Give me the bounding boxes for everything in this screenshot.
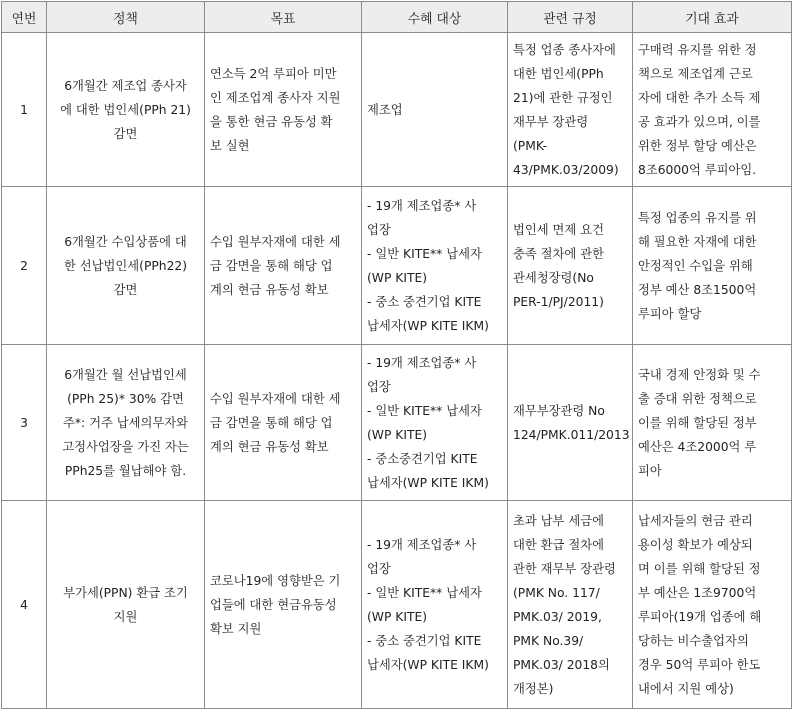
cell-effect	[633, 345, 792, 501]
cell-policy-line: 고정사업장을 가진 자는	[62, 439, 189, 454]
cell-goal-line: 계의 현금 유동성 확보	[210, 282, 329, 297]
cell-regulation-line: 43/PMK.03/2009)	[513, 162, 619, 177]
cell-effect-line: 안정적인 수입을 위해	[638, 258, 753, 273]
cell-effect-line: 공 효과가 있으며, 이를	[638, 114, 761, 129]
cell-policy-line: 감면	[113, 282, 138, 297]
cell-effect-line: 정부 예산 8조1500억	[638, 282, 757, 297]
cell-effect-line: 자에 대한 추가 소득 제	[638, 90, 761, 105]
cell-regulation	[508, 187, 633, 345]
cell-goal-line: 을 통한 현금 유동성 확	[210, 114, 333, 129]
cell-goal-line: 연소득 2억 루피아 미만	[210, 66, 337, 81]
cell-effect-line: 위한 정부 할당 예산은	[638, 138, 757, 153]
header-regulation: 관련 규정	[508, 2, 633, 33]
cell-policy-line: (PPh 25)* 30% 감면	[67, 391, 184, 406]
cell-policy-line: 주*: 거주 납세의무자와	[62, 415, 189, 430]
cell-target-line: 납세자(WP KITE IKM)	[367, 318, 489, 333]
cell-target-line: (WP KITE)	[367, 609, 428, 624]
cell-policy-line: PPh25를 월납해야 함.	[64, 463, 187, 478]
cell-regulation	[508, 501, 633, 709]
cell-goal-line: 보 실현	[210, 138, 250, 153]
cell-goal	[205, 345, 362, 501]
cell-regulation-line: 법인세 면제 요건	[513, 222, 604, 237]
cell-regulation-line: 대한 환급 절차에	[513, 537, 604, 552]
cell-regulation-line: 충족 절차에 관한	[513, 246, 604, 261]
cell-target-line: 납세자(WP KITE IKM)	[367, 475, 489, 490]
cell-policy	[47, 187, 205, 345]
cell-effect-line: 이를 위해 할당된 정부	[638, 415, 757, 430]
header-goal: 목표	[205, 2, 362, 33]
cell-goal	[205, 187, 362, 345]
table-row	[2, 501, 792, 709]
header-policy: 정책	[47, 2, 205, 33]
cell-effect-line: 예산은 4조2000억 루	[638, 439, 757, 454]
cell-no: 4	[2, 501, 47, 709]
cell-goal-line: 금 감면을 통해 해당 업	[210, 258, 333, 273]
cell-regulation-line: 21)에 관한 규정인	[513, 90, 613, 105]
cell-target-line: - 19개 제조업종* 사	[367, 537, 477, 552]
cell-target-line: - 중소 중견기업 KITE	[367, 294, 482, 309]
cell-effect-line: 루피아(19개 업종에 해	[638, 609, 762, 624]
cell-target-line: (WP KITE)	[367, 427, 428, 442]
header-target: 수혜 대상	[362, 2, 508, 33]
cell-target-line: 제조업	[367, 102, 403, 117]
cell-target-line: - 일반 KITE** 납세자	[367, 585, 482, 600]
cell-regulation-line: 관한 재무부 장관령	[513, 561, 616, 576]
cell-target-line: 업장	[367, 561, 391, 576]
cell-target-line: 업장	[367, 222, 391, 237]
cell-target	[362, 33, 508, 187]
cell-regulation-line: 재무부 장관령	[513, 114, 589, 129]
cell-goal-line: 수입 원부자재에 대한 세	[210, 234, 341, 249]
cell-effect-line: 구매력 유지를 위한 정	[638, 42, 757, 57]
cell-goal-line: 인 제조업계 종사자 지원	[210, 90, 341, 105]
cell-goal	[205, 501, 362, 709]
header-row	[2, 2, 792, 33]
cell-effect-line: 며 이를 위해 할당된 정	[638, 561, 761, 576]
cell-policy	[47, 345, 205, 501]
cell-effect-line: 내에서 지원 예상)	[638, 681, 734, 696]
cell-goal	[205, 33, 362, 187]
cell-effect-line: 루피아 할당	[638, 306, 702, 321]
cell-target	[362, 187, 508, 345]
cell-effect-line: 국내 경제 안정화 및 수	[638, 367, 761, 382]
cell-no: 1	[2, 33, 47, 187]
cell-regulation	[508, 33, 633, 187]
cell-policy	[47, 33, 205, 187]
cell-policy-line: 지원	[113, 609, 138, 624]
cell-goal-line: 금 감면을 통해 해당 업	[210, 415, 333, 430]
cell-regulation	[508, 345, 633, 501]
cell-effect	[633, 33, 792, 187]
cell-target-line: - 중소중견기업 KITE	[367, 451, 478, 466]
cell-regulation-line: (PMK-	[513, 138, 548, 153]
cell-effect	[633, 187, 792, 345]
cell-regulation-line: 재무부장관령 No	[513, 403, 605, 418]
cell-goal-line: 계의 현금 유동성 확보	[210, 439, 329, 454]
cell-goal-line: 확보 지원	[210, 621, 262, 636]
cell-target-line: 납세자(WP KITE IKM)	[367, 657, 489, 672]
cell-policy-line: 한 선납법인세(PPh22)	[63, 258, 188, 273]
cell-goal-line: 업들에 대한 현금유동성	[210, 597, 337, 612]
cell-regulation-line: PMK.03/ 2019,	[513, 609, 602, 624]
cell-no: 3	[2, 345, 47, 501]
cell-target-line: - 일반 KITE** 납세자	[367, 403, 482, 418]
policy-table	[1, 1, 792, 709]
cell-effect-line: 당하는 비수출업자의	[638, 633, 749, 648]
table-row	[2, 187, 792, 345]
cell-regulation-line: 대한 법인세(PPh	[513, 66, 604, 81]
cell-regulation-line: PER-1/PJ/2011)	[513, 294, 604, 309]
cell-effect-line: 출 증대 위한 정책으로	[638, 391, 757, 406]
cell-effect-line: 용이성 확보가 예상되	[638, 537, 753, 552]
cell-effect-line: 피아	[638, 463, 662, 478]
cell-effect-line: 납세자들의 현금 관리	[638, 513, 753, 528]
cell-target-line: - 19개 제조업종* 사	[367, 355, 477, 370]
cell-target	[362, 501, 508, 709]
cell-regulation-line: (PMK No. 117/	[513, 585, 600, 600]
cell-target-line: (WP KITE)	[367, 270, 428, 285]
cell-policy-line: 감면	[113, 126, 138, 141]
cell-policy-line: 6개월간 수입상품에 대	[64, 234, 187, 249]
cell-goal-line: 수입 원부자재에 대한 세	[210, 391, 341, 406]
cell-no: 2	[2, 187, 47, 345]
cell-policy-line: 부가세(PPN) 환급 조기	[63, 585, 188, 600]
cell-regulation-line: 관세청장령(No	[513, 270, 594, 285]
cell-effect	[633, 501, 792, 709]
cell-regulation-line: PMK.03/ 2018의	[513, 657, 610, 672]
header-effect: 기대 효과	[633, 2, 792, 33]
cell-policy-line: 6개월간 월 선납법인세	[64, 367, 187, 382]
cell-policy-line: 6개월간 제조업 종사자	[64, 78, 187, 93]
cell-effect-line: 부 예산은 1조9700억	[638, 585, 757, 600]
cell-goal-line: 코로나19에 영향받은 기	[210, 573, 341, 588]
cell-regulation-line: PMK No.39/	[513, 633, 584, 648]
cell-effect-line: 책으로 제조업계 근로	[638, 66, 753, 81]
cell-target-line: - 일반 KITE** 납세자	[367, 246, 482, 261]
cell-effect-line: 8조6000억 루피아임.	[638, 162, 757, 177]
cell-target-line: - 19개 제조업종* 사	[367, 198, 477, 213]
table-row	[2, 345, 792, 501]
cell-effect-line: 경우 50억 루피아 한도	[638, 657, 761, 672]
cell-policy-line: 에 대한 법인세(PPh 21)	[60, 102, 191, 117]
header-no: 연번	[2, 2, 47, 33]
table-row	[2, 33, 792, 187]
cell-effect-line: 특정 업종의 유지를 위	[638, 210, 757, 225]
cell-policy	[47, 501, 205, 709]
cell-regulation-line: 특정 업종 종사자에	[513, 42, 616, 57]
cell-effect-line: 해 필요한 자재에 대한	[638, 234, 757, 249]
cell-target-line: - 중소 중견기업 KITE	[367, 633, 482, 648]
cell-regulation-line: 개정본)	[513, 681, 554, 696]
cell-regulation-line: 124/PMK.011/2013	[513, 427, 630, 442]
cell-regulation-line: 초과 납부 세금에	[513, 513, 604, 528]
cell-target	[362, 345, 508, 501]
cell-target-line: 업장	[367, 379, 391, 394]
